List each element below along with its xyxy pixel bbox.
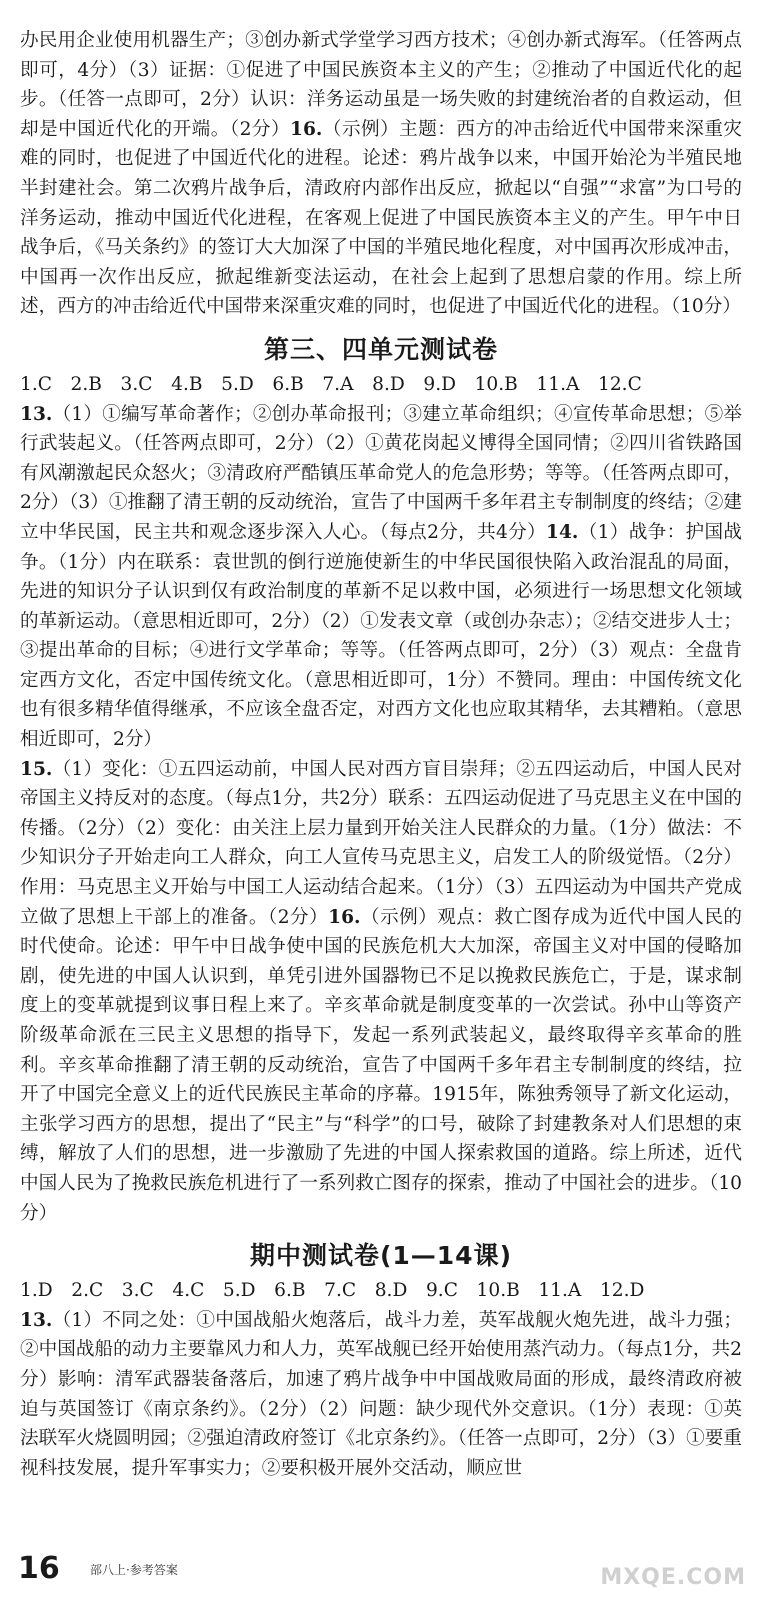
section-title: 期中测试卷(1—14课) — [249, 1241, 513, 1271]
question-text: （示例）观点：救亡图存成为近代中国人民的时代使命。论述：甲午中日战争使中国的民族危机大大加深，帝国主义对中国的侵略加剧，使先进的中国人认识到，单凭引进外国器物已不足以挽救民族危亡，于是，谋求制度上的变革就提到议事日程上来了。辛亥革命就是制度变革的一次尝试。孙中山等资产阶级革命派在三民主义思想的指导下，发起一系列武装起义，最终取得辛亥革命的胜利。辛亥革命推翻了清王朝的反动统治，宣告了中国两千多年君主专制制度的终结，拉开了中国完全意义上的近代民族民主革命的序幕。1915年，陈独秀领导了新文化运动，主张学习西方的思想，提出了“民主”与“科学”的口号，破除了封建教条对人们思想的束缚，解放了人们的思想，进一步激励了先进的中国人探索救国的道路。综上所述，近代中国人民为了挽救民族危机进行了一系列救亡图存的探索，推动了中国社会的进步。（10分） — [20, 906, 742, 1224]
question-text: （1）战争：护国战争。（1分）内在联系：袁世凯的倒行逆施使新生的中华民国很快陷入政治混乱的局面，先进的知识分子认识到仅有政治制度的革新不足以救中国，必须进行一场思想文化领域的革新运动。（意思相近即可，2分）（2）①发表文章（或创办杂志）；②结交进步人士；③提出革命的目标；④进行文学革命；等等。（任答两点即可，2分）（3）观点：全盘肯定西方文化，否定中国传统文化。（意思相近即可，1分）不赞同。理由：中国传统文化也有很多精华值得继承，不应该全盘否定，对西方文化也应取其精华，去其糟粕。（意思相近即可，2分） — [20, 521, 742, 751]
answer-page — [20, 26, 742, 1483]
question-number: 13. — [20, 1309, 53, 1331]
question-text: （1）变化：①五四运动前，中国人民对西方盲目崇拜；②五四运动后，中国人民对帝国主义持反对的态度。（每点1分，共2分）联系：五四运动促进了马克思主义在中国的传播。（2分）（2）变化：由关注上层力量到开始关注人民群众的力量。（1分）做法：不少知识分子开始走向工人群众，向工人宣传马克思主义，启发工人的阶级觉悟。（2分）作用：马克思主义开始与中国工人运动结合起来。（1分）（3）五四运动为中国共产党成立做了思想上干部上的准备。（2分） — [20, 758, 742, 928]
question-15 — [20, 755, 742, 1229]
question-number: 16. — [328, 906, 361, 928]
question-number: 15. — [20, 758, 53, 780]
question-number: 14. — [546, 521, 579, 543]
footer-label: 部八上·参考答案 — [90, 1563, 178, 1577]
question-13-midterm — [20, 1306, 742, 1484]
question-number: 16. — [290, 118, 323, 140]
page-number: 16 — [18, 1551, 60, 1586]
section-title: 第三、四单元测试卷 — [263, 334, 498, 364]
para1-text: 办民用企业使用机器生产；③创办新式学堂学习西方技术；④创办新式海军。（任答两点即可，4分）（3）证据：①促进了中国民族资本主义的产生；②推动了中国近代化的起步。（任答一点即可，2分）认识：洋务运动虽是一场失败的封建统治者的自救运动，但却是中国近代化的开端。（2分） — [20, 30, 742, 140]
paragraph-continued — [20, 26, 742, 322]
para1-essay: （示例）主题：西方的冲击给近代中国带来深重灾难的同时，也促进了中国近代化的进程。论述：鸦片战争以来，中国开始沦为半殖民地半封建社会。第二次鸦片战争后，清政府内部作出反应，掀起以“自强”“求富”为口号的洋务运动，推动中国近代化进程，在客观上促进了中国民族资本主义的产生。甲午中日战争后，《马关条约》的签订大大加深了中国的半殖民地化程度，对中国再次形成冲击，中国再一次作出反应，掀起维新变法运动，在社会上起到了思想启蒙的作用。综上所述，西方的冲击给近代中国带来深重灾难的同时，也促进了中国近代化的进程。（10分） — [20, 118, 742, 318]
watermark: MXQE.COM — [600, 1565, 746, 1590]
question-13 — [20, 400, 742, 755]
question-number: 13. — [20, 403, 53, 425]
question-text: （1）①编写革命著作；②创办革命报刊；③建立革命组织；④宣传革命思想；⑤举行武装起义。（任答两点即可，2分）（2）①黄花岗起义博得全国同情；②四川省铁路国有风潮激起民众怒火；③清政府严酷镇压革命党人的危急形势；等等。（任答两点即可，2分）（3）①推翻了清王朝的反动统治，宣告了中国两千多年君主专制制度的终结；②建立中华民国，民主共和观念逐步深入人心。（每点2分，共4分） — [20, 403, 742, 543]
choice-answers: 1.D 2.C 3.C 4.C 5.D 6.B 7.C 8.D 9.C 10.B 11.A 12.D — [20, 1280, 645, 1302]
question-text: （1）不同之处：①中国战船火炮落后，战斗力差，英军战舰火炮先进，战斗力强；②中国战船的动力主要靠风力和人力，英军战舰已经开始使用蒸汽动力。（每点1分，共2分）影响：清军武器装备落后，加速了鸦片战争中中国战败局面的形成，最终清政府被迫与英国签订《南京条约》。（2分）（2）问题：缺少现代外交意识。（1分）表现：①英法联军火烧圆明园；②强迫清政府签订《北京条约》。（任答一点即可，2分）（3）①要重视科技发展，提升军事实力；②要积极开展外交活动，顺应世 — [20, 1309, 742, 1479]
choice-answers: 1.C 2.B 3.C 4.B 5.D 6.B 7.A 8.D 9.D 10.B 11.A 12.C — [20, 373, 642, 395]
